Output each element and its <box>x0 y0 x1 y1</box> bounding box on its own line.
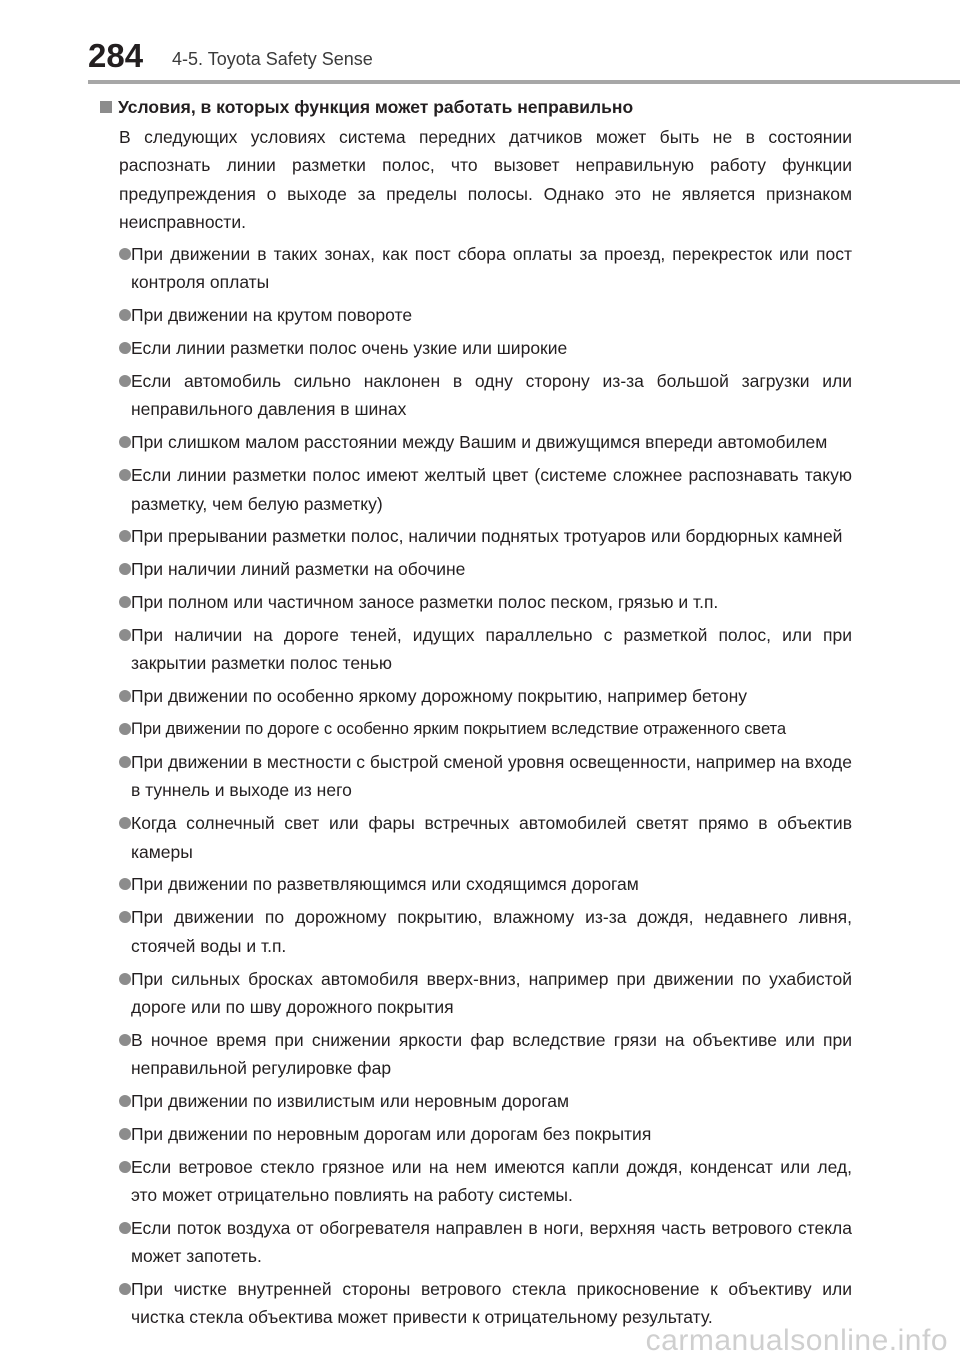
list-item <box>100 682 852 710</box>
square-bullet-icon <box>100 101 112 113</box>
circle-bullet-icon <box>119 690 131 702</box>
list-item-text: При наличии на дороге теней, идущих параллельно с разметкой полос, или при закрытии разметки полос тенью <box>131 625 852 674</box>
circle-bullet-icon <box>119 1283 131 1295</box>
list-item-text: Когда солнечный свет или фары встречных автомобилей светят прямо в объектив камеры <box>131 813 852 862</box>
list-item-text: При полном или частичном заносе разметки полос песком, грязью и т.п. <box>131 592 719 613</box>
list-item-text: При движении в местности с быстрой сменой уровня освещенности, например на входе в туннель и выходе из него <box>131 752 852 801</box>
list-item <box>100 461 852 518</box>
section-title: 4-5. Toyota Safety Sense <box>172 49 373 69</box>
list-item-text: При движении по извилистым или неровным дорогам <box>131 1090 570 1111</box>
circle-bullet-icon <box>119 342 131 354</box>
list-item-text: Если линии разметки полос имеют желтый цвет (системе сложнее распознавать такую разметку, чем белую разметку) <box>131 465 852 514</box>
circle-bullet-icon <box>119 878 131 890</box>
list-item <box>100 428 852 456</box>
circle-bullet-icon <box>119 911 131 923</box>
header-divider <box>88 80 960 84</box>
list-item-text: При движении по особенно яркому дорожному покрытию, например бетону <box>131 686 748 707</box>
list-item-text: При движении в таких зонах, как пост сбора оплаты за проезд, перекресток или пост контроля оплаты <box>131 244 852 293</box>
list-item <box>100 621 852 678</box>
circle-bullet-icon <box>119 973 131 985</box>
circle-bullet-icon <box>119 723 131 735</box>
list-item <box>100 965 852 1022</box>
list-item <box>100 1153 852 1210</box>
section-heading-text: Условия, в которых функция может работать неправильно <box>118 97 634 117</box>
list-item <box>100 870 852 898</box>
page-content <box>100 93 852 1336</box>
circle-bullet-icon <box>119 248 131 260</box>
list-item <box>100 903 852 960</box>
list-item-text: При движении по неровным дорогам или дорогам без покрытия <box>131 1123 652 1144</box>
circle-bullet-icon <box>119 309 131 321</box>
list-item-text: При слишком малом расстоянии между Вашим и движущимся впереди автомобилем <box>131 432 828 453</box>
circle-bullet-icon <box>119 1161 131 1173</box>
circle-bullet-icon <box>119 563 131 575</box>
list-item-text: Если поток воздуха от обогревателя направлен в ноги, верхняя часть ветрового стекла может запотеть. <box>131 1217 852 1267</box>
circle-bullet-icon <box>119 469 131 481</box>
list-item <box>100 1214 852 1271</box>
circle-bullet-icon <box>119 1095 131 1107</box>
conditions-list <box>100 240 852 1331</box>
list-item <box>100 1026 852 1083</box>
list-item <box>100 1087 852 1115</box>
list-item-text: При движении по разветвляющимся или сходящимся дорогам <box>131 874 639 895</box>
list-item-text: При движении на крутом повороте <box>131 305 413 326</box>
list-item-text: При прерывании разметки полос, наличии поднятых тротуаров или бордюрных камней <box>131 526 843 547</box>
list-item-text: В ночное время при снижении яркости фар вследствие грязи на объективе или при неправильной регулировке фар <box>131 1029 852 1078</box>
circle-bullet-icon <box>119 436 131 448</box>
intro-paragraph: В следующих условиях система передних датчиков может быть не в состоянии распознать линии разметки полос, что вызовет неправильную работу функции предупреждения о выходе за пределы полосы. Однако это не является признаком неисправности. <box>119 127 852 232</box>
list-item-text: Если ветровое стекло грязное или на нем имеются капли дождя, конденсат или лед, это может отрицательно повлиять на работу системы. <box>131 1156 852 1205</box>
circle-bullet-icon <box>119 756 131 768</box>
section-heading <box>100 93 852 121</box>
list-item-text: При наличии линий разметки на обочине <box>131 559 466 580</box>
list-item <box>100 1120 852 1148</box>
page-header <box>0 0 960 80</box>
list-item-text: При движении по дороге с особенно ярким покрытием вследствие отраженного света <box>131 719 786 739</box>
list-item-text: При сильных бросках автомобиля вверх-вниз, например при движении по ухабистой дороге или по шву дорожного покрытия <box>131 968 852 1017</box>
list-item <box>100 809 852 866</box>
page-number: 284 <box>88 37 144 74</box>
list-item <box>100 367 852 424</box>
list-item <box>100 301 852 329</box>
circle-bullet-icon <box>119 1222 131 1234</box>
list-item-text: Если автомобиль сильно наклонен в одну сторону из-за большой загрузки или неправильного давления в шинах <box>131 371 852 420</box>
circle-bullet-icon <box>119 629 131 641</box>
list-item <box>100 748 852 805</box>
site-watermark: carmanualsonline.info <box>645 1324 948 1357</box>
list-item-text: При движении по дорожному покрытию, влажному из-за дождя, недавнего ливня, стоячей воды и т.п. <box>131 907 852 956</box>
list-item <box>100 555 852 583</box>
list-item <box>100 588 852 616</box>
list-item <box>100 334 852 362</box>
circle-bullet-icon <box>119 817 131 829</box>
circle-bullet-icon <box>119 1034 131 1046</box>
list-item-text: При чистке внутренней стороны ветрового стекла прикосновение к объективу или чистка стекла объектива может привести к отрицательному результату. <box>131 1279 852 1328</box>
list-item <box>100 522 852 550</box>
circle-bullet-icon <box>119 375 131 387</box>
list-item-text: Если линии разметки полос очень узкие или широкие <box>131 338 568 359</box>
circle-bullet-icon <box>119 530 131 542</box>
circle-bullet-icon <box>119 1128 131 1140</box>
circle-bullet-icon <box>119 596 131 608</box>
list-item <box>100 715 852 743</box>
list-item <box>100 240 852 297</box>
